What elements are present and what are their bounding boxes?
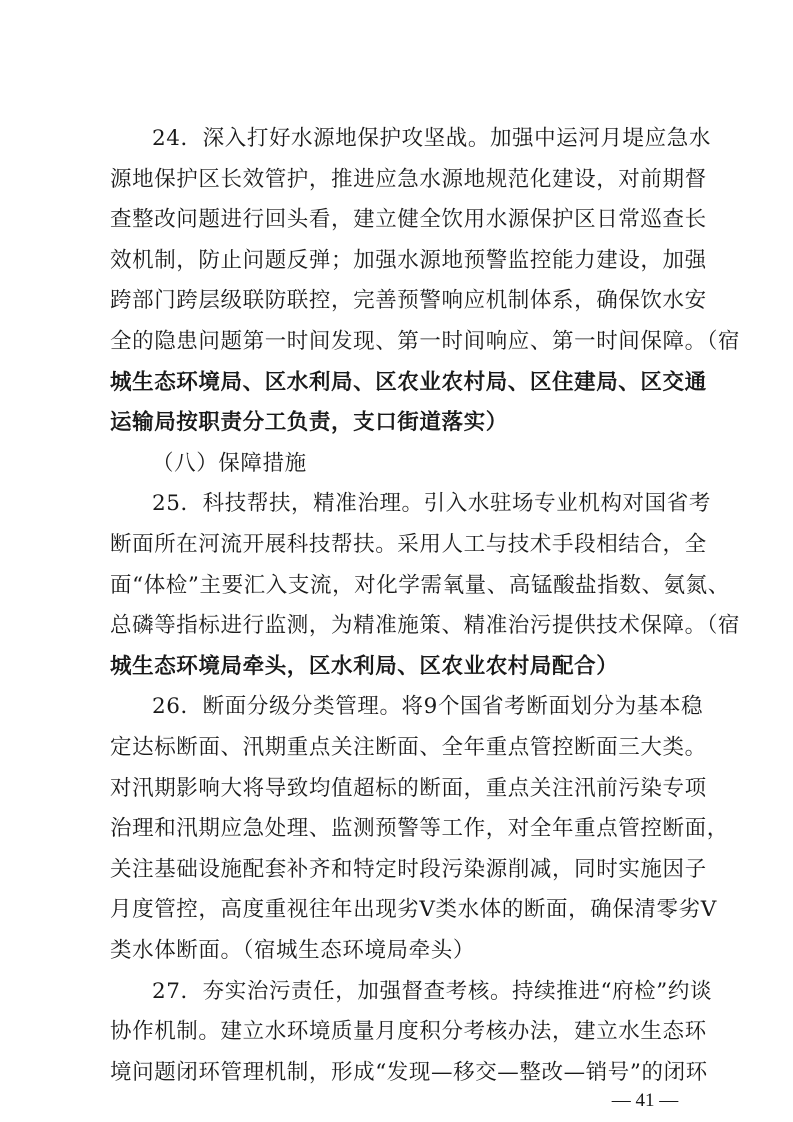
paragraph-24-line-1: 24．深入打好水源地保护攻坚战。加强中运河月堤应急水: [152, 126, 711, 151]
page-number: — 41 —: [611, 1090, 679, 1112]
paragraph-26-line-3: 对汛期影响大将导致均值超标的断面，重点关注汛前污染专项: [110, 775, 707, 801]
paragraph-25-line-1: 25．科技帮扶，精准治理。引入水驻场专业机构对国省考: [152, 491, 711, 517]
paragraph-24-line-7: 城生态环境局、区水利局、区农业农村局、区住建局、区交通: [110, 369, 707, 395]
paragraph-26-line-2: 定达标断面、汛期重点关注断面、全年重点管控断面三大类。: [110, 735, 707, 760]
paragraph-27-line-1: 27．夯实治污责任，加强督查考核。持续推进“府检”约谈: [152, 978, 713, 1004]
paragraph-26-line-1: 26．断面分级分类管理。将9个国省考断面划分为基本稳: [152, 694, 704, 720]
paragraph-26-line-7: 类水体断面。（宿城生态环境局牵头）: [110, 938, 475, 963]
paragraph-24-line-3: 查整改问题进行回头看，建立健全饮用水源保护区日常巡查长: [110, 207, 707, 233]
paragraph-25-line-2: 断面所在河流开展科技帮扶。采用人工与技术手段相结合，全: [110, 532, 707, 557]
paragraph-24-line-2: 源地保护区长效管护，推进应急水源地规范化建设，对前期督: [110, 166, 707, 192]
paragraph-24-line-4: 效机制，防止问题反弹；加强水源地预警监控能力建设，加强: [110, 247, 707, 273]
paragraph-25-line-3: 面“体检”主要汇入支流，对化学需氧量、高锰酸盐指数、氨氮、: [110, 572, 730, 598]
paragraph-24-line-5: 跨部门跨层级联防联控，完善预警响应机制体系，确保饮水安: [110, 288, 707, 314]
paragraph-27-line-3: 境问题闭环管理机制，形成“发现—移交—整改—销号”的闭环: [110, 1059, 708, 1085]
paragraph-25-line-5: 城生态环境局牵头，区水利局、区农业农村局配合）: [110, 653, 619, 679]
paragraph-24-line-8: 运输局按职责分工负责，支口街道落实）: [110, 410, 508, 436]
paragraph-24-line-6: 全的隐患问题第一时间发现、第一时间响应、第一时间保障。（宿: [110, 329, 741, 354]
paragraph-27-line-2: 协作机制。建立水环境质量月度积分考核办法，建立水生态环: [110, 1019, 707, 1045]
paragraph-26-line-6: 月度管控，高度重视往年出现劣V类水体的断面，确保清零劣V: [110, 897, 717, 923]
paragraph-26-line-4: 治理和汛期应急处理、监测预警等工作，对全年重点管控断面，: [110, 816, 729, 842]
section-heading-baozhang-cuoshi: （八）保障措施: [152, 450, 307, 476]
paragraph-26-line-5: 关注基础设施配套补齐和特定时段污染源削减，同时实施因子: [110, 856, 707, 882]
paragraph-25-line-4: 总磷等指标进行监测，为精准施策、精准治污提供技术保障。（宿: [110, 613, 741, 639]
